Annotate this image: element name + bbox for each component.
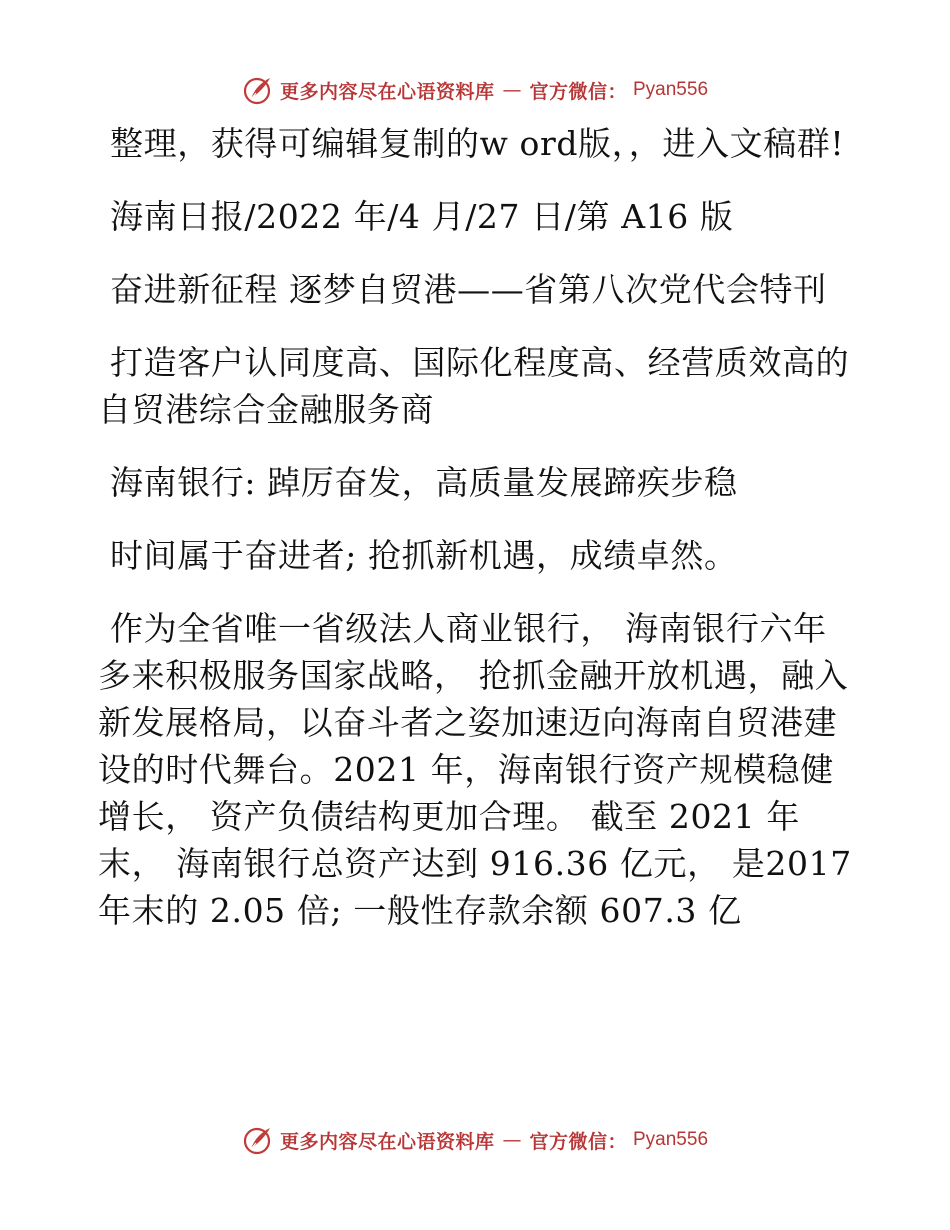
document-body xyxy=(98,120,858,960)
watermark-account: Pyan556 xyxy=(633,1129,709,1150)
paragraph-special-issue: 奋进新征程 逐梦自贸港——省第八次党代会特刊 xyxy=(110,270,827,309)
watermark-suffix: 官方微信： xyxy=(529,1130,627,1153)
watermark-dash: — xyxy=(502,1129,522,1151)
watermark-text: 更多内容尽在心语资料库 xyxy=(279,1130,495,1153)
watermark-text: 更多内容尽在心语资料库 xyxy=(279,80,495,103)
quill-logo-icon xyxy=(242,1124,274,1156)
watermark-account: Pyan556 xyxy=(633,79,709,100)
watermark-suffix: 官方微信： xyxy=(529,80,627,103)
paragraph-body: 作为全省唯一省级法人商业银行， 海南银行六年多来积极服务国家战略， 抢抓金融开放机遇，融入新发展格局，以奋斗者之姿加速迈向海南自贸港建设的时代舞台。2021 年，海南银行资产规模稳健增长， 资产负债结构更加合理。 截至 2021 年末， 海南银行总资产达到 916.36 亿元， 是2017年末的 2.05 倍; 一般性存款余额 607.3 亿 xyxy=(98,609,852,930)
watermark-dash: — xyxy=(502,79,522,101)
paragraph-headline: 打造客户认同度高、国际化程度高、经营质效高的自贸港综合金融服务商 xyxy=(98,343,850,429)
header-watermark xyxy=(0,70,950,110)
paragraph-subheadline: 海南银行: 踔厉奋发，高质量发展蹄疾步稳 xyxy=(110,463,738,502)
footer-watermark xyxy=(0,1120,950,1160)
paragraph-lead: 时间属于奋进者; 抢抓新机遇，成绩卓然。 xyxy=(110,536,738,575)
paragraph-source: 海南日报/2022 年/4 月/27 日/第 A16 版 xyxy=(110,197,734,236)
paragraph-intro: 整理，获得可编辑复制的w ord版，，进入文稿群! xyxy=(110,124,845,163)
quill-logo-icon xyxy=(242,74,274,106)
